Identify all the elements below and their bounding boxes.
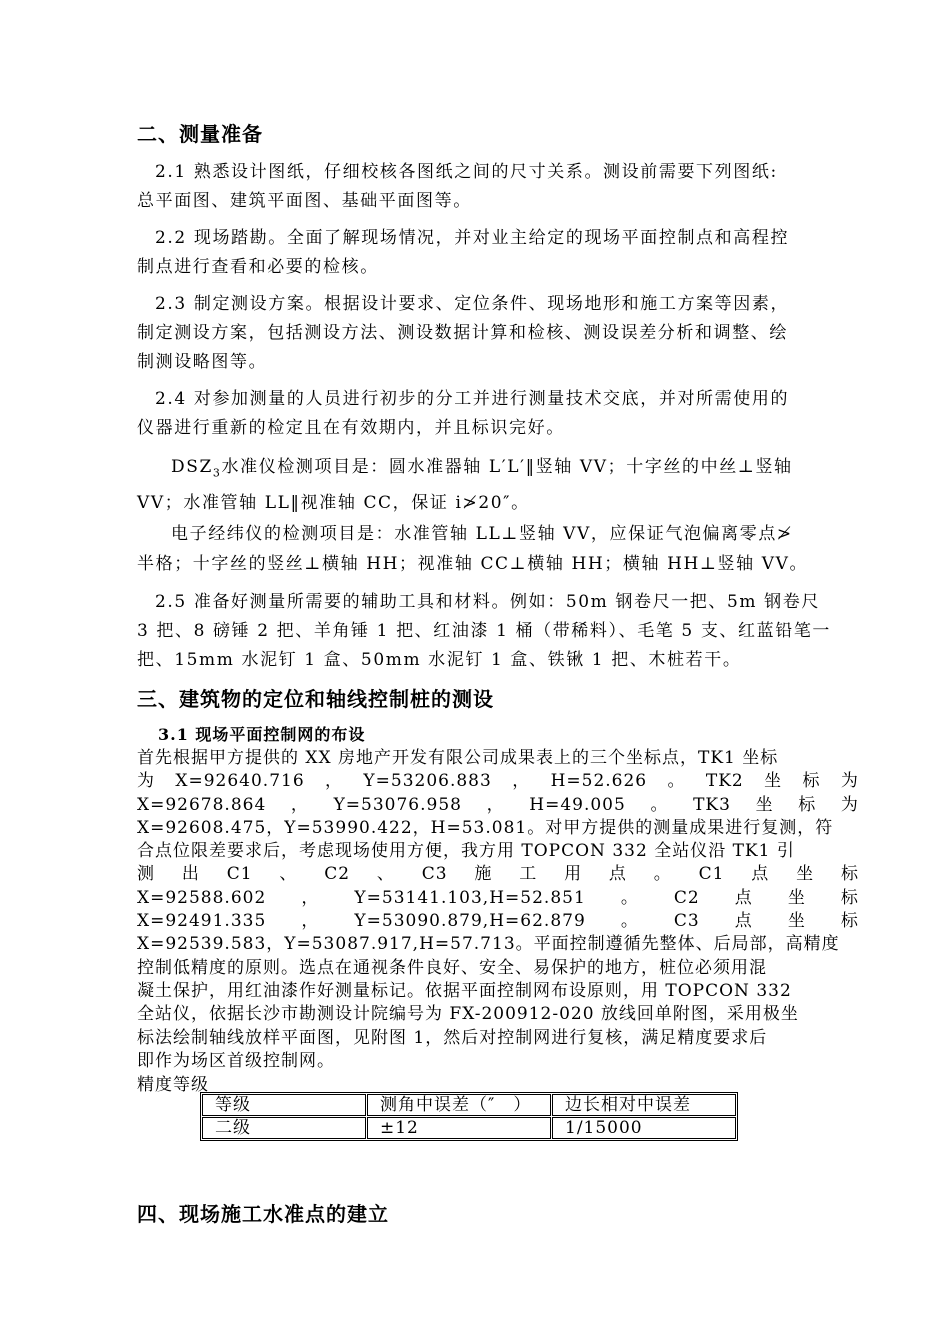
line-segment: 点 bbox=[751, 864, 770, 885]
table-header-cell: 等级 bbox=[202, 1094, 366, 1116]
line-segment: C1 bbox=[226, 864, 253, 885]
line-segment: ， bbox=[512, 771, 531, 792]
paragraph-line: 首先根据甲方提供的 XX 房地产开发有限公司成果表上的三个坐标点，TK1 坐标 bbox=[137, 748, 779, 768]
line-segment: 为 bbox=[137, 771, 155, 792]
line-segment: 点 bbox=[734, 911, 753, 932]
paragraph-theodolite bbox=[137, 519, 859, 579]
line-segment: C2 bbox=[324, 864, 351, 885]
paragraph-line: 把、15mm 水泥钉 1 盒、50mm 水泥钉 1 盒、铁锹 1 把、木桩若干。 bbox=[137, 650, 742, 670]
line-segment: ， bbox=[301, 887, 320, 908]
justified-line bbox=[137, 910, 859, 933]
line-segment: ， bbox=[486, 794, 505, 815]
line-segment: 坐 bbox=[796, 864, 815, 885]
paragraph-line: 2.3 制定测设方案。根据设计要求、定位条件、现场地形和施工方案等因素， bbox=[155, 294, 790, 314]
line-segment: Y=53090.879,H=62.879 bbox=[354, 911, 586, 932]
paragraph-line: 制测设略图等。 bbox=[137, 352, 268, 372]
line-segment: 为 bbox=[840, 771, 859, 792]
paragraph-line: 3 把、8 磅锤 2 把、羊角锤 1 把、红油漆 1 桶（带稀料）、毛笔 5 支、红蓝铅笔一 bbox=[137, 621, 832, 641]
paragraph-line: 2.4 对参加测量的人员进行初步的分工并进行测量技术交底，并对所需使用的 bbox=[155, 389, 790, 409]
paragraph-line: 2.5 准备好测量所需要的辅助工具和材料。例如：50m 钢卷尺一把、5m 钢卷尺 bbox=[155, 592, 820, 612]
paragraph-line: 制点进行查看和必要的检核。 bbox=[137, 257, 379, 277]
line-segment: Y=53206.883 bbox=[363, 771, 492, 792]
line-segment: X=92640.716 bbox=[175, 771, 305, 792]
paragraph-line: VV；水准管轴 LL‖视准轴 CC，保证 i≯20″。 bbox=[137, 493, 530, 514]
line-segment: H=52.626 bbox=[550, 771, 648, 792]
line-segment: 坐 bbox=[787, 911, 806, 932]
line-segment: 坐 bbox=[764, 771, 783, 792]
line-segment: X=92588.602 bbox=[137, 887, 267, 908]
table-header-cell: 边长相对中误差 bbox=[552, 1094, 736, 1116]
section-4-heading: 四、现场施工水准点的建立 bbox=[137, 1202, 389, 1226]
line-segment: TK3 bbox=[693, 794, 731, 815]
line-segment: 坐 bbox=[755, 794, 774, 815]
table-cell: 二级 bbox=[202, 1117, 366, 1139]
line-segment: 出 bbox=[181, 864, 200, 885]
line-segment: 点 bbox=[734, 887, 753, 908]
justified-line bbox=[137, 887, 859, 910]
line-segment: 标 bbox=[840, 911, 859, 932]
line-segment: 施 bbox=[474, 864, 493, 885]
line-segment: 。 bbox=[620, 887, 639, 908]
line-segment: X=92678.864 bbox=[137, 794, 267, 815]
paragraph-line: 总平面图、建筑平面图、基础平面图等。 bbox=[137, 191, 472, 211]
line-segment: X=92491.335 bbox=[137, 911, 267, 932]
line-segment: C3 bbox=[673, 911, 700, 932]
dsz-prefix: DSZ bbox=[171, 457, 213, 477]
justified-line bbox=[137, 770, 859, 793]
paragraph-3-1 bbox=[137, 747, 859, 1073]
paragraph-2-1 bbox=[137, 158, 859, 216]
paragraph-dsz3 bbox=[137, 452, 859, 518]
line-segment: ， bbox=[325, 771, 344, 792]
table-header-row bbox=[202, 1094, 736, 1116]
paragraph-line: 电子经纬仪的检测项目是：水准管轴 LL⊥竖轴 VV，应保证气泡偏离零点≯ bbox=[171, 524, 793, 544]
line-segment: C1 bbox=[698, 864, 725, 885]
dsz-subscript: 3 bbox=[212, 466, 222, 480]
line-segment: 、 bbox=[279, 864, 298, 885]
paragraph-line: 全站仪，依据长沙市勘测设计院编号为 FX-200912-020 放线回单附图，采用极坐 bbox=[137, 1004, 799, 1025]
paragraph-2-4 bbox=[137, 385, 859, 443]
paragraph-line: 仪器进行重新的检定且在有效期内，并且标识完好。 bbox=[137, 418, 565, 438]
paragraph-line: 2.2 现场踏勘。全面了解现场情况，并对业主给定的现场平面控制点和高程控 bbox=[155, 228, 790, 248]
paragraph-line: 即作为场区首级控制网。 bbox=[137, 1050, 335, 1071]
line-segment: 。 bbox=[620, 911, 639, 932]
line-segment: 标 bbox=[798, 794, 817, 815]
line-segment: C3 bbox=[421, 864, 448, 885]
paragraph-line: X=92608.475，Y=53990.422，H=53.081。对甲方提供的测量成果进行复测，符 bbox=[137, 817, 834, 838]
paragraph-line: 标法绘制轴线放样平面图，见附图 1，然后对控制网进行复核，满足精度要求后 bbox=[137, 1027, 768, 1048]
table-header-cell: 测角中误差（″ ） bbox=[367, 1094, 551, 1116]
line-segment: 标 bbox=[802, 771, 821, 792]
line-segment: 标 bbox=[840, 864, 859, 885]
line-segment: 、 bbox=[376, 864, 395, 885]
line-segment: 坐 bbox=[787, 887, 806, 908]
paragraph-2-5 bbox=[137, 588, 859, 675]
paragraph-line: 半格；十字丝的竖丝⊥横轴 HH；视准轴 CC⊥横轴 HH；横轴 HH⊥竖轴 VV。 bbox=[137, 554, 809, 574]
line-segment: TK2 bbox=[705, 771, 744, 792]
line-segment: 标 bbox=[840, 887, 859, 908]
line-segment: 用 bbox=[564, 864, 583, 885]
precision-table bbox=[200, 1092, 738, 1141]
line-segment: 。 bbox=[667, 771, 686, 792]
line-segment: 点 bbox=[608, 864, 627, 885]
paragraph-line: 水准仪检测项目是：圆水准器轴 L′L′‖竖轴 VV；十字丝的中丝⊥竖轴 bbox=[221, 457, 793, 477]
paragraph-line: 凝土保护，用红油漆作好测量标记。依据平面控制网布设原则，用 TOPCON 332 bbox=[137, 980, 792, 1001]
line-segment: 。 bbox=[653, 864, 672, 885]
justified-line bbox=[137, 863, 859, 886]
paragraph-line: 合点位限差要求后，考虑现场使用方便，我方用 TOPCON 332 全站仪沿 TK1 引 bbox=[137, 841, 795, 862]
paragraph-line: 2.1 熟悉设计图纸，仔细校核各图纸之间的尺寸关系。测设前需要下列图纸: bbox=[155, 162, 778, 182]
line-segment: 测 bbox=[137, 864, 155, 885]
line-segment: 。 bbox=[650, 794, 669, 815]
line-segment: H=49.005 bbox=[529, 794, 626, 815]
line-segment: 工 bbox=[519, 864, 538, 885]
table-row bbox=[202, 1117, 736, 1139]
table-cell: ±12 bbox=[367, 1117, 551, 1139]
table-caption: 精度等级 bbox=[137, 1075, 209, 1095]
line-segment: Y=53141.103,H=52.851 bbox=[354, 887, 586, 908]
subsection-3-1-heading: 3.1 现场平面控制网的布设 bbox=[158, 725, 366, 744]
section-2-heading: 二、测量准备 bbox=[137, 122, 263, 146]
justified-line bbox=[137, 794, 859, 817]
paragraph-2-2 bbox=[137, 224, 859, 282]
line-segment: 为 bbox=[840, 794, 859, 815]
line-segment: ， bbox=[301, 911, 320, 932]
paragraph-line: 控制低精度的原则。选点在通视条件良好、安全、易保护的地方，桩位必须用混 bbox=[137, 957, 767, 978]
paragraph-2-3 bbox=[137, 290, 859, 377]
section-3-heading: 三、建筑物的定位和轴线控制桩的测设 bbox=[137, 687, 494, 711]
paragraph-line: 制定测设方案，包括测设方法、测设数据计算和检核、测设误差分析和调整、绘 bbox=[137, 323, 788, 343]
line-segment: C2 bbox=[673, 887, 700, 908]
table-cell: 1/15000 bbox=[552, 1117, 736, 1139]
line-segment: Y=53076.958 bbox=[333, 794, 462, 815]
paragraph-line: X=92539.583，Y=53087.917,H=57.713。平面控制遵循先整体、后局部，高精度 bbox=[137, 934, 840, 955]
line-segment: ， bbox=[290, 794, 309, 815]
